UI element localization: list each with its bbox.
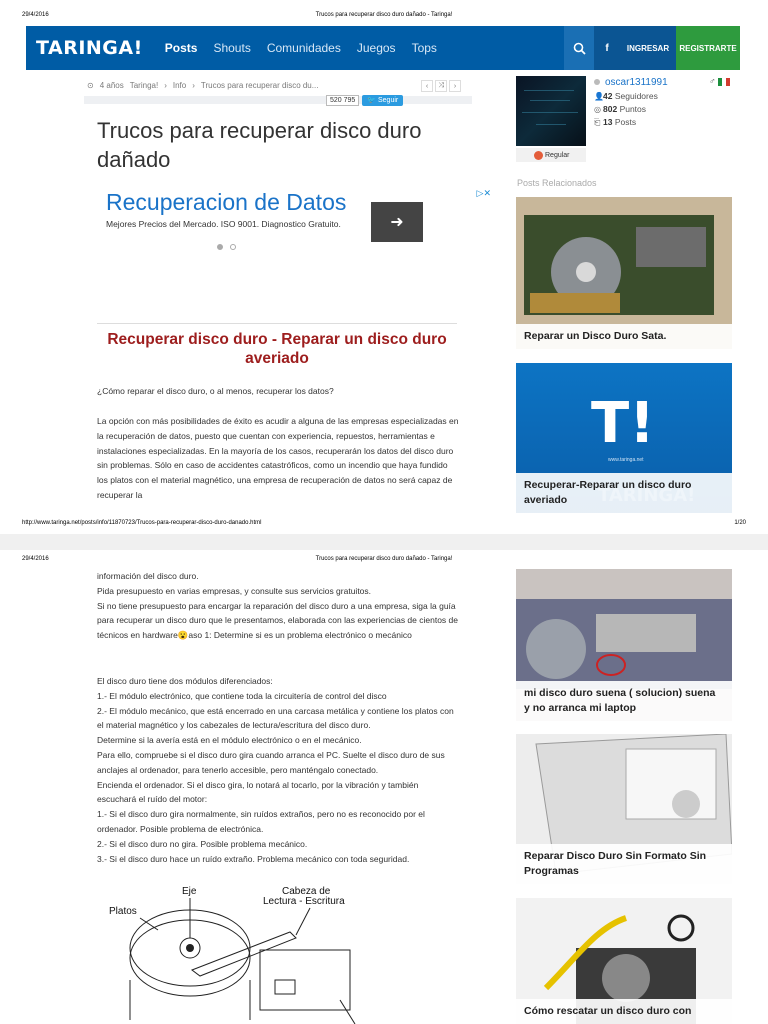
print-page: 1/20 [734, 520, 746, 526]
related-post[interactable] [516, 569, 732, 721]
print-header [22, 556, 746, 566]
user-rank [516, 148, 586, 162]
posts-icon: ⎗ [594, 118, 601, 127]
nav-posts[interactable]: Posts [164, 41, 198, 55]
post-paragraph: El disco duro tiene dos módulos diferenciados: 1.- El módulo electrónico, que contiene toda la circuitería de control del disco 2.- El módulo mecánico, que está encerrado en una carcasa metálica y contiene los platos con el material magnético y los cabezales de lectura/escritura del disco duro. Determine si la avería está en el módulo electrónico o en el mecánico. Para ello, compruebe si el disco duro gira cuando arranca el PC. Suelte el disco duro de sus anclajes al ordenador, para tenerlo accesible, pero manténgalo conectado. Encienda el ordenador. Si el disco gira, lo notará al tocarlo, por la vibración y también escuchará el ruído del motor: 1.- Si el disco duro gira normalmente, sin ruídos extraños, pero no es reconocido por el ordenador. Posible problema de electrónica. 2.- Si el disco duro no gira. Posible problema mecánico. 3.- Si el disco duro hace un ruído extraño. Problema mecánico con toda seguridad. [97, 676, 454, 864]
share-row [326, 95, 403, 106]
ad-dot-active[interactable] [217, 244, 223, 250]
facebook-icon[interactable]: f [594, 26, 620, 70]
mexico-flag-icon [718, 78, 730, 86]
posts-stat [594, 117, 636, 128]
nav-actions [564, 26, 740, 70]
next-post-icon[interactable]: › [449, 80, 461, 92]
diagram-label-eje: Eje [182, 886, 197, 897]
share-count: 520 795 [326, 95, 359, 106]
related-title[interactable]: Cómo rescatar un disco duro con [516, 999, 732, 1024]
divider [97, 323, 457, 324]
rank-label: Regular [545, 151, 570, 159]
chevron-right-icon: › [192, 81, 195, 90]
print-url: http://www.taringa.net/posts/info/11870723/Trucos-para-recuperar-disco-duro-danado.html [22, 520, 262, 526]
post-title: Trucos para recuperar disco duro dañado [97, 118, 422, 172]
print-title: Trucos para recuperar disco duro dañado - Taringa! [315, 556, 453, 562]
points-icon: ◎ [594, 105, 601, 114]
clock-icon: ⊙ [87, 81, 94, 90]
post-age: 4 años [99, 81, 124, 90]
nav-comunidades[interactable]: Comunidades [266, 41, 341, 55]
followers-count: 42 [603, 91, 613, 101]
related-post[interactable] [516, 898, 732, 1024]
username[interactable]: oscar1311991 [594, 77, 668, 88]
diagram-label-platos: Platos [109, 906, 137, 917]
related-post[interactable] [516, 197, 732, 349]
search-icon[interactable] [564, 26, 594, 70]
avatar[interactable] [516, 76, 586, 146]
rank-icon [534, 151, 543, 160]
print-header [22, 12, 746, 22]
ad-text: Mejores Precios del Mercado. ISO 9001. Diagnostico Gratuito. [106, 219, 341, 229]
breadcrumb-current: Trucos para recuperar disco du... [200, 81, 319, 90]
post-paragraph: ¿Cómo reparar el disco duro, o al menos, recuperar los datos? [97, 386, 334, 396]
posts-label: Posts [614, 117, 637, 127]
followers-stat [594, 91, 658, 101]
chevron-right-icon: › [164, 81, 167, 90]
post-pager [421, 80, 461, 92]
points-count: 802 [603, 104, 618, 114]
gender-icon [709, 76, 730, 86]
diagram-label-cabeza-1: Cabeza de [282, 886, 331, 897]
breadcrumb-info[interactable]: Info [172, 81, 187, 90]
taringa-t-logo: T! [591, 391, 655, 456]
ad-arrow-button[interactable]: ➜ [371, 202, 423, 242]
followers-label: Seguidores [614, 91, 658, 101]
ad-title[interactable]: Recuperacion de Datos [106, 189, 347, 215]
register-button[interactable]: REGISTRARTE [676, 26, 740, 70]
nav-juegos[interactable]: Juegos [356, 41, 396, 55]
post-paragraph: información del disco duro. Pida presupuesto en varias empresas, y consulte sus servicios gratuitos. Si no tiene presupuesto para encargar la reparación del disco duro a una empresa, siga la guía para recuperar un disco duro que le presentamos, elaborada con las experiencias de cientos de técnicos en hardware😮aso 1: Determine si es un problema electrónico o mecánico [97, 571, 459, 641]
nav-shouts[interactable]: Shouts [213, 41, 251, 55]
prev-post-icon[interactable]: ‹ [421, 80, 433, 92]
related-title[interactable]: Reparar Disco Duro Sin Formato Sin Programas [516, 844, 732, 884]
random-post-icon[interactable]: ⤨ [435, 80, 447, 92]
follow-label: Seguir [377, 97, 399, 104]
breadcrumb [87, 81, 318, 90]
print-date: 29/4/2016 [22, 12, 49, 18]
diagram-label-cabeza-2: Lectura - Escritura [263, 896, 345, 907]
posts-count: 13 [603, 117, 613, 127]
related-title[interactable]: Reparar un Disco Duro Sata. [516, 324, 732, 349]
print-date: 29/4/2016 [22, 556, 49, 562]
related-post[interactable] [516, 363, 732, 513]
ad-dot[interactable] [230, 244, 236, 250]
post-subtitle: Recuperar disco duro - Reparar un disco duro averiado [107, 331, 447, 367]
points-stat [594, 104, 646, 114]
ad-banner[interactable] [97, 186, 493, 310]
login-button[interactable]: INGRESAR [620, 26, 676, 70]
nav-links [165, 41, 453, 55]
breadcrumb-taringa[interactable]: Taringa! [129, 81, 159, 90]
ad-pagination [217, 244, 236, 250]
taringa-logo[interactable]: TARINGA! [36, 37, 143, 59]
related-title[interactable]: mi disco duro suena ( solucion) suena y no arranca mi laptop [516, 681, 732, 721]
related-heading: Posts Relacionados [517, 178, 597, 188]
post-paragraph: La opción con más posibilidades de éxito es acudir a alguna de las empresas especializadas en la recuperación de datos, puesto que cuentan con experiencia, repuestos, herramientas e instalaciones especializadas. En la mayoría de los casos, recuperarán los datos del disco duro sin problemas. Sólo en caso de accidentes catastróficos, como un incendio que haya fundido los platos con el material magnético, una empresa de recuperación de datos no será capaz de recuperar la [97, 416, 459, 500]
print-title: Trucos para recuperar disco duro dañado - Taringa! [315, 12, 453, 18]
related-post[interactable] [516, 734, 732, 884]
adchoices-icon[interactable]: ▷✕ [476, 188, 491, 198]
points-label: Puntos [619, 104, 647, 114]
user-icon: 👤 [594, 92, 604, 101]
top-navbar [26, 26, 740, 70]
page-break [0, 534, 768, 550]
nav-tops[interactable]: Tops [411, 41, 437, 55]
related-title[interactable]: Recuperar-Reparar un disco duro averiado [516, 473, 732, 513]
gender-sign: ♂ [709, 76, 716, 86]
taringa-logo-url: www.taringa.net [608, 457, 644, 463]
follow-button[interactable]: 🐦 Seguir [362, 95, 403, 106]
hdd-diagram [100, 880, 380, 1024]
